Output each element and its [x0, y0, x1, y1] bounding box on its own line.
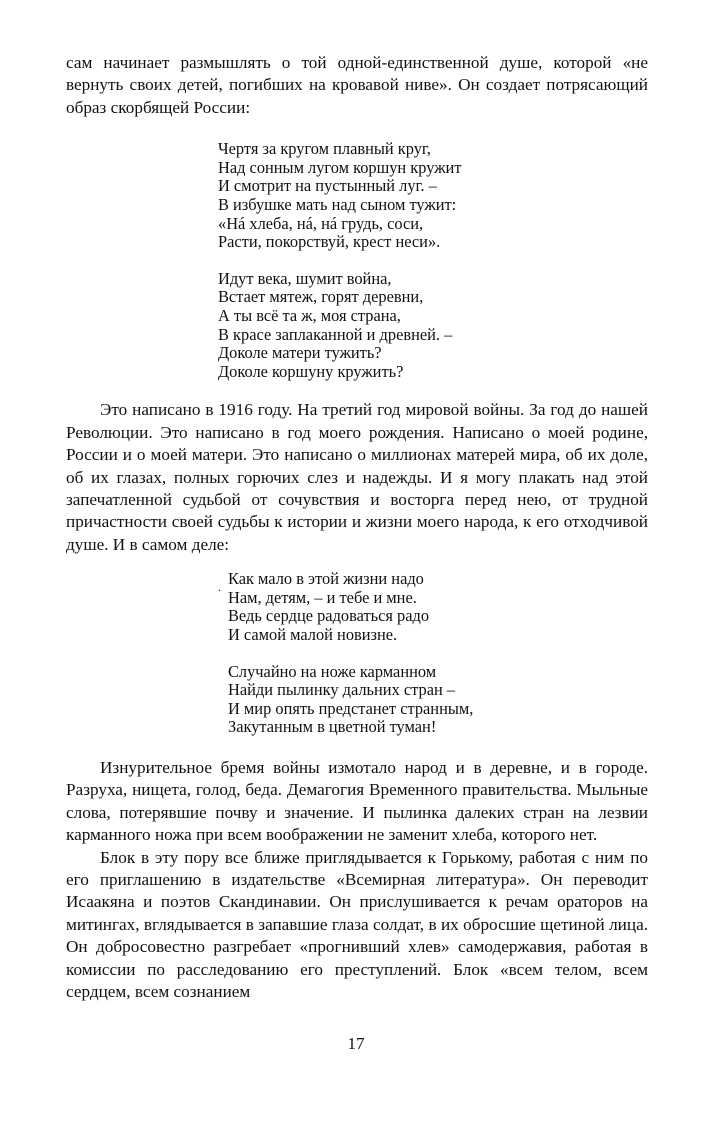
paragraph-1916: Это написано в 1916 году. На третий год мировой войны. За год до нашей Революции. Это написано в год моего рождения. Написано о моей родине, России и о моей матери. Это написано о миллионах матерей мира, об их доле, об их глазах, полных горючих слез и надежды. И я могу плакать над этой запечатленной судьбой от сочувствия и восторга перед нею, от трудной причастности своей судьбы к истории и жизни моего народа, к его отходчивой душе. И в самом деле: — [66, 400, 648, 554]
paragraph-blok-gorky: Блок в эту пору все ближе приглядывается к Горькому, работая с ним по его приглашению в издательстве «Всемирная литература». Он переводит Исаакяна и поэтов Скандинавии. Он прислушивается к речам ораторов на митингах, вглядывается в запавшие глаза солдат, в их обросшие щетиной лица. Он добросовестно разгребает «прогнивший хлев» самодержавия, работая в комиссии по расследованию его преступлений. Блок «всем телом, всем сердцем, всем сознанием — [66, 847, 648, 1001]
poem-little-needed-stanza-1 — [218, 569, 648, 644]
paragraph-intro: сам начинает размышлять о той одной-единственной душе, которой «не вернуть своих детей, погибших на кровавой ниве». Он создает потрясающий образ скорбящей России: — [66, 53, 648, 117]
poem-line: Доколе матери тужить? — [218, 343, 382, 363]
book-page — [66, 52, 648, 1003]
poem-line: Чертя за кругом плавный круг, — [218, 139, 431, 159]
poem-line: Доколе коршуну кружить? — [218, 361, 404, 381]
poem-line: В красе заплаканной и древней. – — [218, 324, 453, 344]
poem-kite-stanza-1 — [218, 140, 648, 252]
poem-line: В избушке мать над сыном тужит: — [218, 195, 457, 214]
poem-line: Ведь сердце радоваться радо — [228, 606, 430, 626]
poem-line: Идут века, шумит война, — [218, 268, 392, 288]
poem-line: Как мало в этой жизни надо — [228, 569, 424, 589]
poem-line: И смотрит на пустынный луг. – — [218, 176, 437, 196]
poem-line: «Нá хлеба, нá, нá грудь, соси, — [218, 213, 424, 233]
poem-line: Найди пылинку дальних стран – — [228, 680, 456, 700]
print-speck-mark: . — [218, 580, 221, 595]
poem-kite-stanza-2 — [218, 270, 648, 382]
poem-line: Встает мятеж, горят деревни, — [218, 287, 424, 307]
poem-little-needed-stanza-2 — [228, 663, 648, 737]
poem-line: Случайно на ноже карманном — [228, 661, 437, 681]
poem-line: И самой малой новизне. — [228, 624, 398, 644]
poem-kite — [66, 140, 648, 381]
poem-line: Нам, детям, – и тебе и мне. — [228, 587, 417, 607]
poem-line: И мир опять предстанет странным, — [228, 698, 474, 718]
page-number: 17 — [347, 1034, 365, 1053]
paragraph-war-burden: Изнурительное бремя войны измотало народ и в деревне, и в городе. Разруха, нищета, голод, беда. Демагогия Временного правительства. Мыльные слова, потерявшие почву и значение. И пылинка далеких стран на лезвии карманного ножа при всем воображении не заменит хлеба, которого нет. — [66, 757, 648, 845]
poem-line: Над сонным лугом коршун кружит — [218, 157, 462, 177]
poem-little-needed — [66, 570, 648, 737]
poem-line: А ты всё та ж, моя страна, — [218, 305, 401, 325]
poem-line: Закутанным в цветной туман! — [228, 717, 437, 737]
poem-line: Расти, покорствуй, крест неси». — [218, 232, 441, 252]
